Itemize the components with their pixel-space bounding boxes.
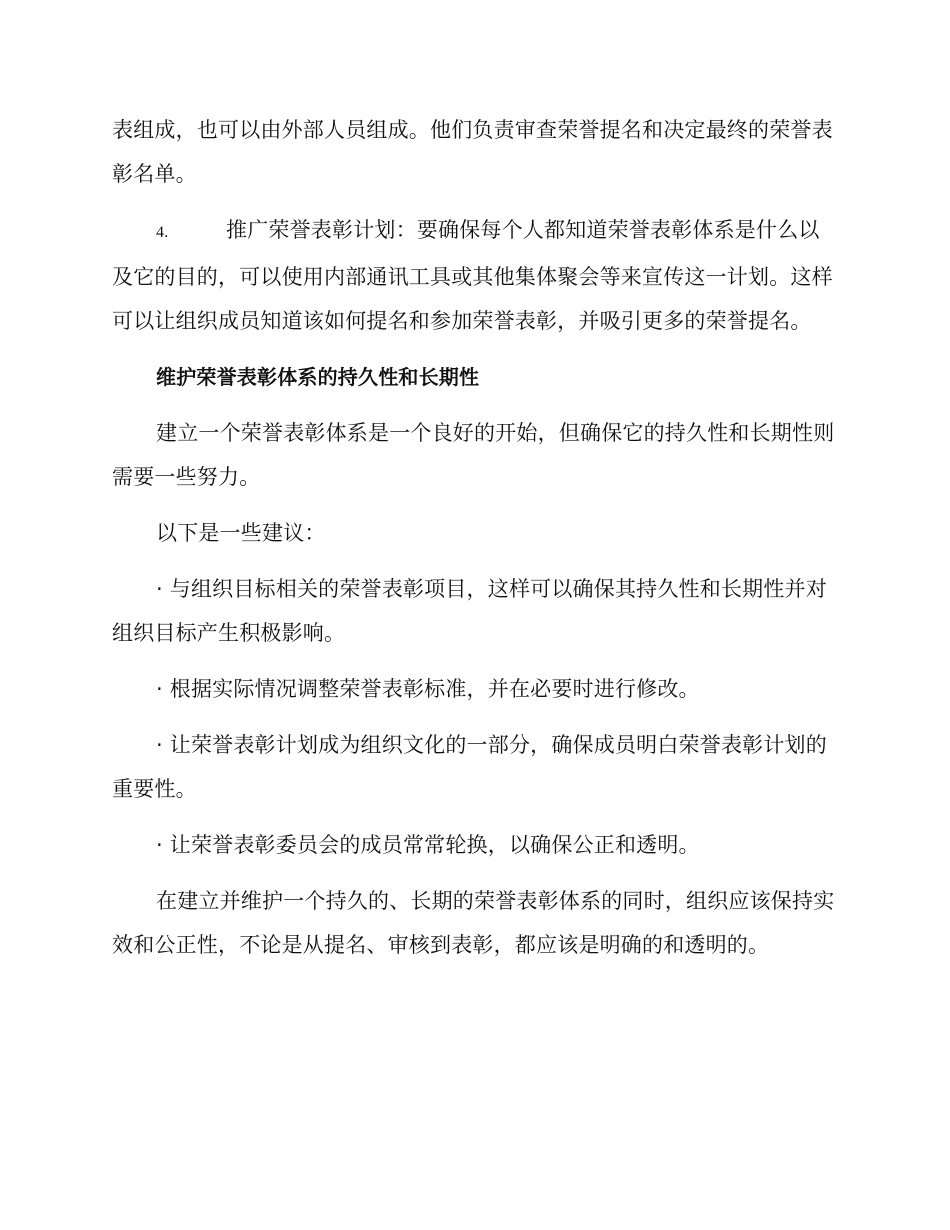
paragraph-intro: 建立一个荣誉表彰体系是一个良好的开始，但确保它的持久性和长期性则需要一些努力。 [112,421,835,489]
numbered-item-text: 推广荣誉表彰计划：要确保每个人都知道荣誉表彰体系是什么以及它的目的，可以使用内部通讯工具或其他集体聚会等来宣传这一计划。这样可以让组织成员知道该如何提名和参加荣誉表彰，并吸引更多的荣誉提名。 [112,218,833,333]
bullet-item: · 让荣誉表彰计划成为组织文化的一部分，确保成员明白荣誉表彰计划的重要性。 [112,733,827,801]
numbered-item-4 [112,208,838,343]
paragraph-conclusion: 在建立并维护一个持久的、长期的荣誉表彰体系的同时，组织应该保持实效和公正性，不论是从提名、审核到表彰，都应该是明确的和透明的。 [112,889,835,957]
bullet-item: · 让荣誉表彰委员会的成员常常轮换，以确保公正和透明。 [156,833,700,857]
bullet-item: · 根据实际情况调整荣誉表彰标准，并在必要时进行修改。 [156,677,700,701]
bullet-item: · 与组织目标相关的荣誉表彰项目，这样可以确保其持久性和长期性并对组织目标产生积极影响。 [112,577,827,645]
list-number: 4. [156,224,169,241]
document-page [112,108,838,979]
section-heading: 维护荣誉表彰体系的持久性和长期性 [156,365,480,389]
paragraph-continuation: 表组成，也可以由外部人员组成。他们负责审查荣誉提名和决定最终的荣誉表彰名单。 [112,118,833,186]
paragraph-suggestions-lead: 以下是一些建议： [156,521,326,545]
